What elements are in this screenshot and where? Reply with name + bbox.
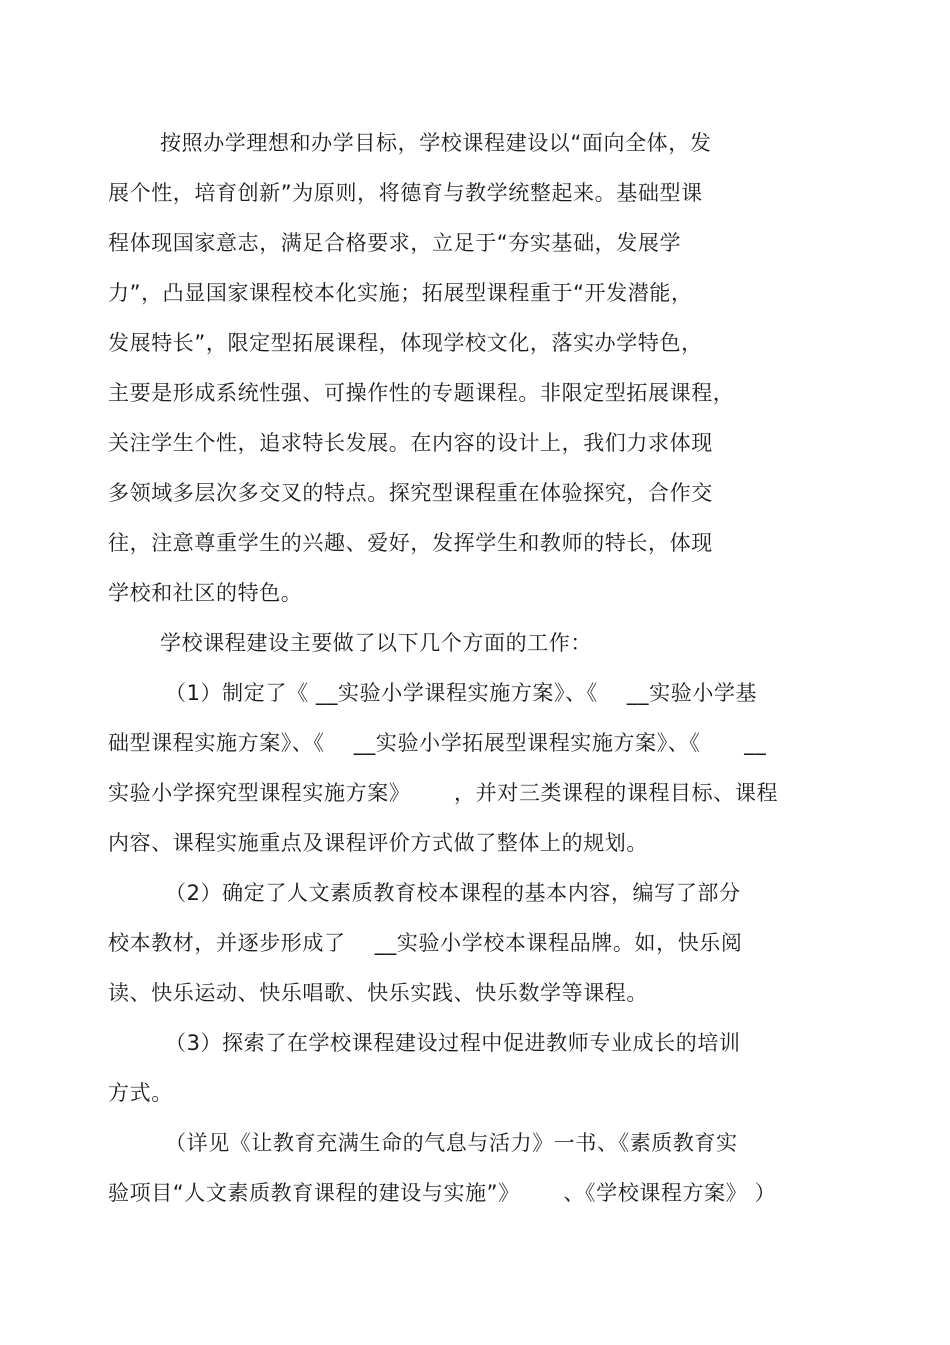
paragraph-1-line-2: 展个性，培育创新”为原则，将德育与教学统整起来。基础型课 xyxy=(108,181,703,205)
paragraph-1-line-1: 按照办学理想和办学目标，学校课程建设以“面向全体，发 xyxy=(160,131,712,155)
item-3-line-1: （3）探索了在学校课程建设过程中促进教师专业成长的培训 xyxy=(165,1031,741,1055)
item-2-line-2: 校本教材，并逐步形成了 __实验小学校本课程品牌。如，快乐阅 xyxy=(108,931,743,955)
paragraph-1-line-10: 学校和社区的特色。 xyxy=(108,581,303,605)
paragraph-1-line-6: 主要是形成系统性强、可操作性的专题课程。非限定型拓展课程， xyxy=(108,381,735,405)
paragraph-1-line-4: 力”，凸显国家课程校本化实施；拓展型课程重于“开发潜能， xyxy=(108,281,693,305)
reference-note-line-2: 验项目“人文素质教育课程的建设与实施”》 、《学校课程方案》 ） xyxy=(108,1181,777,1205)
item-1-line-3: 实验小学探究型课程实施方案》 ，并对三类课程的课程目标、课程 xyxy=(108,781,779,805)
paragraph-2-line-1: 学校课程建设主要做了以下几个方面的工作： xyxy=(160,631,592,655)
paragraph-1-line-8: 多领域多层次多交叉的特点。探究型课程重在体验探究，合作交 xyxy=(108,481,713,505)
item-1-line-1: （1）制定了《 __实验小学课程实施方案》、《 __实验小学基 xyxy=(165,681,758,705)
reference-note-line-1: （详见《让教育充满生命的气息与活力》一书、《素质教育实 xyxy=(165,1131,738,1155)
paragraph-1-line-3: 程体现国家意志，满足合格要求，立足于“夯实基础，发展学 xyxy=(108,231,682,255)
paragraph-1-line-7: 关注学生个性，追求特长发展。在内容的设计上，我们力求体现 xyxy=(108,431,713,455)
item-3-line-2: 方式。 xyxy=(108,1081,173,1105)
item-2-line-1: （2）确定了人文素质教育校本课程的基本内容，编写了部分 xyxy=(165,881,741,905)
item-1-line-4: 内容、课程实施重点及课程评价方式做了整体上的规划。 xyxy=(108,831,648,855)
item-1-line-2: 础型课程实施方案》、《 __实验小学拓展型课程实施方案》、《 __ xyxy=(108,731,767,755)
paragraph-1-line-9: 往，注意尊重学生的兴趣、爱好，发挥学生和教师的特长，体现 xyxy=(108,531,713,555)
item-2-line-3: 读、快乐运动、快乐唱歌、快乐实践、快乐数学等课程。 xyxy=(108,981,648,1005)
paragraph-1-line-5: 发展特长”，限定型拓展课程，体现学校文化，落实办学特色， xyxy=(108,331,703,355)
